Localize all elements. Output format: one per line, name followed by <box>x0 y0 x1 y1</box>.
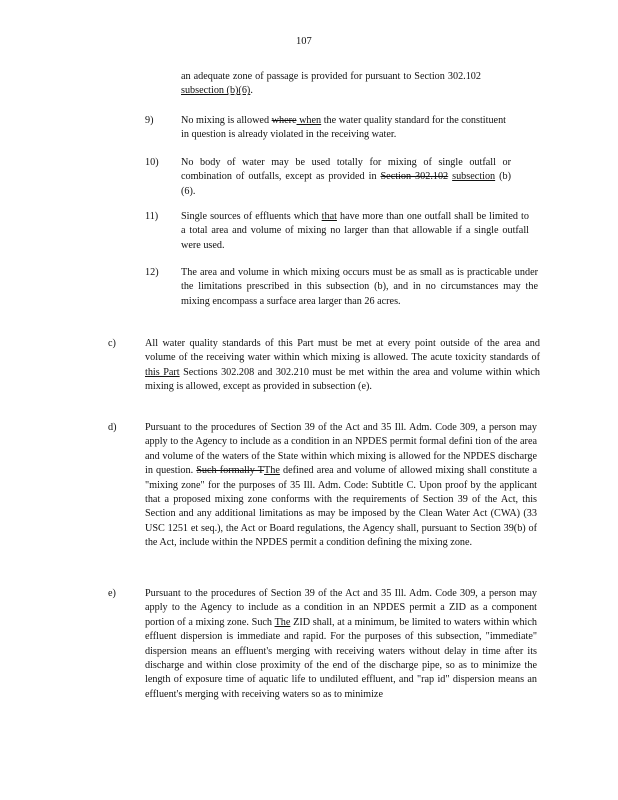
text-segment: Section 302.102 <box>380 171 449 183</box>
text-segment: subsection (b)(6) <box>181 85 251 97</box>
paragraph-item-d <box>145 421 537 551</box>
paragraph-item-c <box>145 337 540 395</box>
text-segment: have more than one outfall shall be limited to a total area and volume of mixing no larger than that allowable if a single outfall were used. <box>181 211 529 251</box>
item-label-10: 10) <box>145 157 159 168</box>
text-segment: Pursuant to the procedures of Section 39 of the Act and 35 Ill. Adm. Code 309, a person may apply to the Agency to include as a condition in an NPDES permit formal defini tion of the area and volume of the waters of the State within which mixing is allowed for the NPDES discharge in question. <box>145 422 537 477</box>
text-segment: an adequate zone of passage is provided for pursuant to Section 302.102 <box>181 71 481 82</box>
text-segment: The area and volume in which mixing occurs must be as small as is practicable under the limitations prescribed in this subsection (b), and in no circumstances may the mixing encompass a surface area larger than 26 acres. <box>181 267 538 307</box>
text-segment: Pursuant to the procedures of Section 39 of the Act and 35 Ill. Adm. Code 309, a person may apply to the Agency to include as a condition in an NPDES permit a ZID as a component portion of a mixing zone. Such <box>145 588 537 628</box>
text-segment: where <box>271 115 297 126</box>
paragraph-item-12 <box>181 266 538 309</box>
text-segment: No body of water may be used totally for mixing of single outfall or combination of outfalls, except as provided in <box>181 157 511 183</box>
text-segment: Sections 302.208 and 302.210 must be met within the area and volume within which mixing is allowed, except as provided in subsection (e). <box>145 366 540 393</box>
text-segment: . <box>250 85 253 97</box>
text-segment: when <box>296 115 322 126</box>
paragraph-item-11 <box>181 210 529 253</box>
text-segment: Such formally T <box>196 465 265 477</box>
item-label-c: c) <box>108 338 116 349</box>
text-segment: The <box>264 465 280 477</box>
text-segment: subsection <box>452 171 496 183</box>
page-number: 107 <box>296 36 312 47</box>
text-segment: The <box>274 616 291 628</box>
item-label-12: 12) <box>145 267 159 278</box>
item-label-11: 11) <box>145 211 159 222</box>
text-segment: Single sources of effluents which <box>181 211 322 222</box>
text-segment: ZID shall, at a minimum, be limited to waters within which effluent dispersion is immediate and rapid. For the purposes of this subsection, "immediate" dispersion means an effluent's merging with receiving waters without delay in time after its discharge and within close proximity of the end of the discharge pipe, so as to minimize the length of exposure time of aquatic life to undiluted effluent, and "rap id" dispersion means an effluent's merging with receiving waters so as to minimize <box>145 616 537 700</box>
paragraph-item-10 <box>181 156 511 199</box>
text-segment: (b)(6). <box>181 171 511 197</box>
paragraph-item-e <box>145 587 537 702</box>
paragraph-continuation <box>181 70 481 99</box>
text-segment: defined area and volume of allowed mixing shall constitute a "mixing zone" for the purposes of 35 Ill. Adm. Code: Subtitle C. Upon proof by the applicant that a proposed mixing zone conforms with the requirements of Section 39 of the Act, this Section and any additional limitations as may be imposed by the Clean Water Act (CWA) (33 USC 1251 et seq.), the Act or Board regulations, the Agency shall, pursuant to Section 39(b) of the Act, include within the NPDES permit a condition defining the mixing zone. <box>145 465 537 549</box>
item-label-d: d) <box>108 422 117 433</box>
text-segment: the water quality standard for the constituent in question is already violated in the receiving water. <box>181 115 506 141</box>
item-label-9: 9) <box>145 115 154 126</box>
text-segment: No mixing is allowed <box>181 115 272 126</box>
text-segment: this Part <box>145 366 180 378</box>
text-segment: All water quality standards of this Part must be met at every point outside of the area and volume of the receiving water within which mixing is allowed. The acute toxicity standards of <box>145 338 540 364</box>
paragraph-item-9 <box>181 114 506 143</box>
text-segment: that <box>321 211 337 222</box>
item-label-e: e) <box>108 588 116 599</box>
